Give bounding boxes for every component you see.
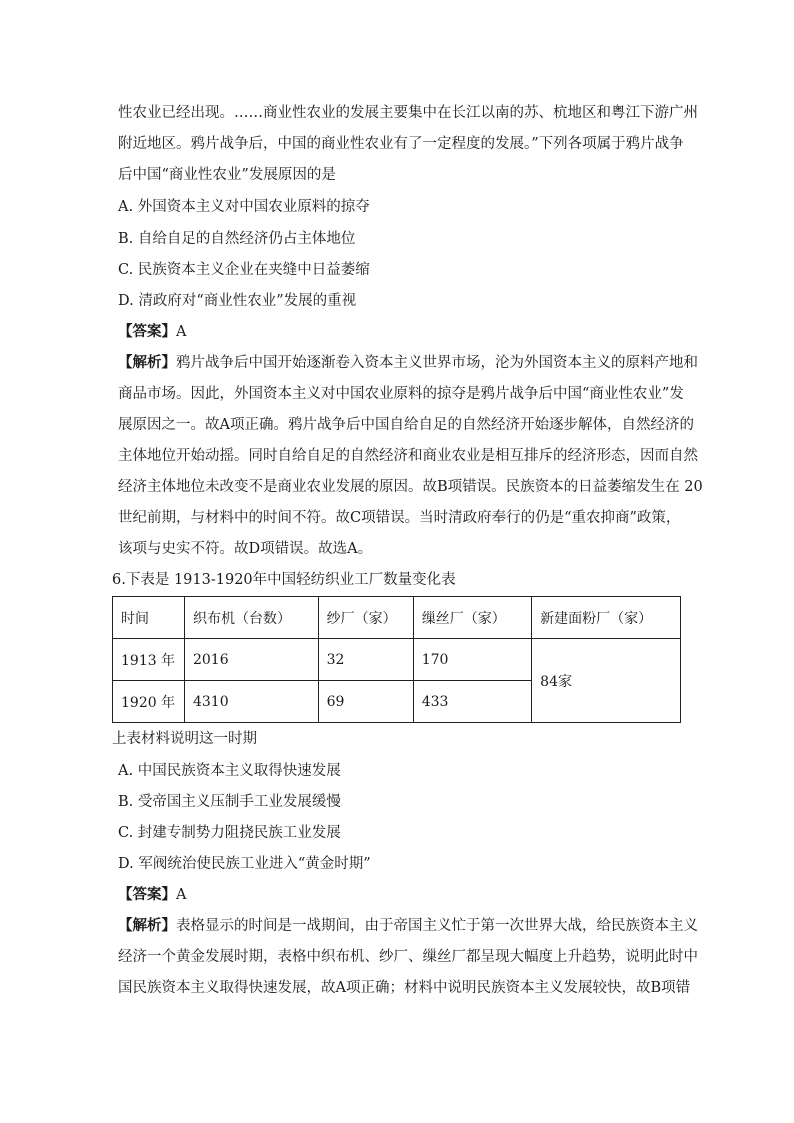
answer-label: 【答案】	[118, 886, 176, 903]
table-header-row	[113, 597, 681, 639]
table-cell: 170	[413, 639, 531, 681]
q5-analysis-line: 世纪前期，与材料中的时间不符。故C项错误。当时清政府奉行的仍是“重农抑商”政策，	[118, 510, 681, 526]
table-cell: 2016	[184, 639, 318, 681]
passage-line: 性农业已经出现。……商业性农业的发展主要集中在长江以南的苏、杭地区和粤江下游广州	[118, 105, 698, 121]
q6-prompt: 上表材料说明这一时期	[112, 731, 257, 747]
q6-option-d: D. 军阀统治使民族工业进入“黄金时期”	[118, 856, 371, 872]
q6-option-a: A. 中国民族资本主义取得快速发展	[118, 763, 341, 779]
q6-answer	[118, 885, 680, 905]
table-header-cell: 缫丝厂（家）	[413, 597, 531, 639]
passage-line: 后中国“商业性农业”发展原因的是	[118, 167, 336, 183]
q5-analysis-line: 展原因之一。故A项正确。鸦片战争后中国自给自足的自然经济开始逐步解体，自然经济的	[118, 417, 694, 433]
q5-answer	[118, 322, 680, 342]
table-header-cell: 时间	[113, 597, 185, 639]
q6-analysis-line: 经济一个黄金发展时期，表格中织布机、纱厂、缫丝厂都呈现大幅度上升趋势，说明此时中	[118, 949, 698, 965]
q5-option-c: C. 民族资本主义企业在夹缝中日益萎缩	[118, 262, 370, 278]
table-row	[113, 639, 681, 681]
table-cell: 1920 年	[113, 681, 185, 723]
table-cell: 32	[318, 639, 413, 681]
answer-value: A	[176, 324, 187, 340]
table-header-cell: 纱厂（家）	[318, 597, 413, 639]
table-cell: 69	[318, 681, 413, 723]
passage-line: 附近地区。鸦片战争后，中国的商业性农业有了一定程度的发展。”下列各项属于鸦片战争	[118, 136, 684, 152]
analysis-label: 【解析】	[118, 917, 176, 934]
q5-option-a: A. 外国资本主义对中国农业原料的掠夺	[118, 199, 370, 215]
q5-analysis-line: 该项与史实不符。故D项错误。故选A。	[118, 541, 373, 557]
table-header-cell: 织布机（台数）	[184, 597, 318, 639]
table-merged-cell: 84家	[532, 639, 681, 723]
table-cell: 4310	[184, 681, 318, 723]
table-header-cell: 新建面粉厂（家）	[532, 597, 681, 639]
answer-label: 【答案】	[118, 323, 176, 340]
q5-analysis-line: 【解析】鸦片战争后中国开始逐渐卷入资本主义世界市场，沦为外国资本主义的原料产地和	[118, 354, 698, 371]
q5-analysis-line: 主体地位开始动摇。同时自给自足的自然经济和商业农业是相互排斥的经济形态，因而自然	[118, 448, 698, 464]
table-cell: 1913 年	[113, 639, 185, 681]
q6-option-c: C. 封建专制势力阻挠民族工业发展	[118, 825, 341, 841]
analysis-label: 【解析】	[118, 354, 176, 371]
q6-analysis-line: 国民族资本主义取得快速发展，故A项正确；材料中说明民族资本主义发展较快，故B项错	[118, 980, 691, 996]
q6-stem: 6.下表是 1913-1920年中国轻纺织业工厂数量变化表	[112, 572, 456, 588]
q6-analysis-line: 【解析】表格显示的时间是一战期间，由于帝国主义忙于第一次世界大战，给民族资本主义	[118, 917, 698, 934]
table-cell: 433	[413, 681, 531, 723]
q5-option-d: D. 清政府对“商业性农业”发展的重视	[118, 293, 357, 309]
q5-option-b: B. 自给自足的自然经济仍占主体地位	[118, 231, 356, 247]
factory-count-table	[112, 596, 681, 723]
answer-value: A	[176, 887, 187, 903]
q5-analysis-line: 商品市场。因此，外国资本主义对中国农业原料的掠夺是鸦片战争后中国“商业性农业”发	[118, 386, 684, 402]
q5-analysis-line: 经济主体地位未改变不是商业农业发展的原因。故B项错误。民族资本的日益萎缩发生在 20	[118, 479, 703, 495]
q6-option-b: B. 受帝国主义压制手工业发展缓慢	[118, 794, 341, 810]
